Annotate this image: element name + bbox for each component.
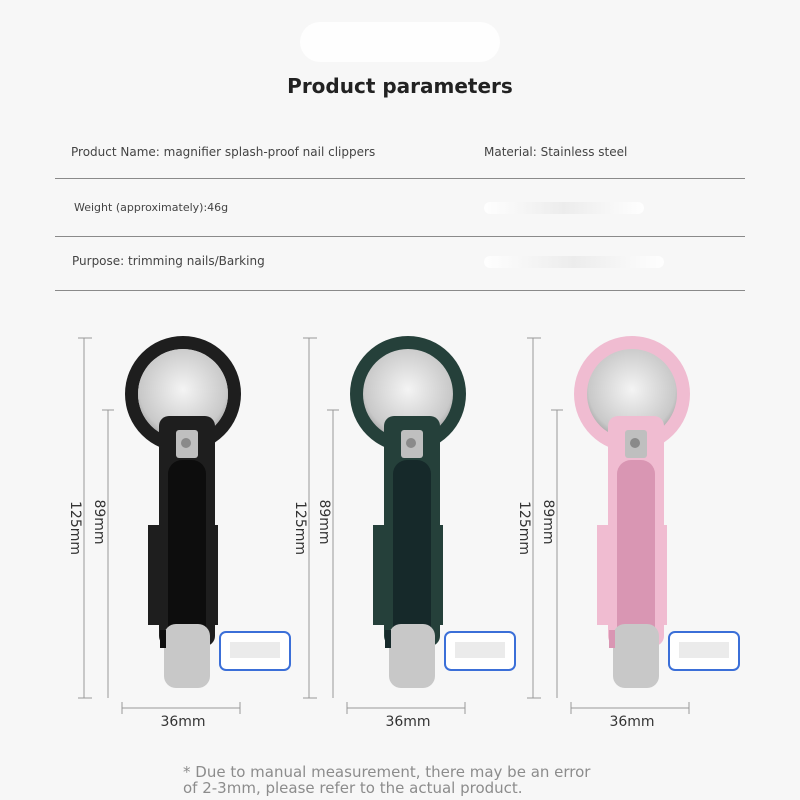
blurred-text (484, 256, 664, 268)
dimension-36-label: 36mm (160, 714, 206, 730)
watermark-blur (300, 22, 500, 62)
dimension-89-label: 89mm (540, 499, 556, 545)
note-line-1: * Due to manual measurement, there may be an error (183, 763, 591, 781)
blurred-text (484, 202, 644, 214)
dimension-36-label: 36mm (609, 714, 655, 730)
material-text: Material: Stainless steel (484, 145, 628, 159)
dimension-36-label: 36mm (385, 714, 431, 730)
divider (55, 290, 745, 291)
dimension-125-label: 125mm (67, 501, 83, 555)
dimension-89-label: 89mm (316, 499, 332, 545)
divider (55, 236, 745, 237)
product-pink (511, 330, 751, 740)
product-name-text: Product Name: magnifier splash-proof nail clippers (71, 145, 376, 159)
product-green (287, 330, 527, 740)
clipper-diagram (287, 330, 527, 740)
weight-text: Weight (approximately):46g (74, 201, 229, 214)
clipper-diagram (62, 330, 302, 740)
clipper-diagram (511, 330, 751, 740)
purpose-text: Purpose: trimming nails/Barking (72, 254, 265, 268)
dimension-89-label: 89mm (91, 499, 107, 545)
measurement-note (183, 764, 643, 796)
dimension-125-label: 125mm (292, 501, 308, 555)
dimension-125-label: 125mm (516, 501, 532, 555)
page-title: Product parameters (287, 74, 513, 98)
note-line-2: of 2-3mm, please refer to the actual product. (183, 779, 523, 797)
product-black (62, 330, 302, 740)
divider (55, 178, 745, 179)
